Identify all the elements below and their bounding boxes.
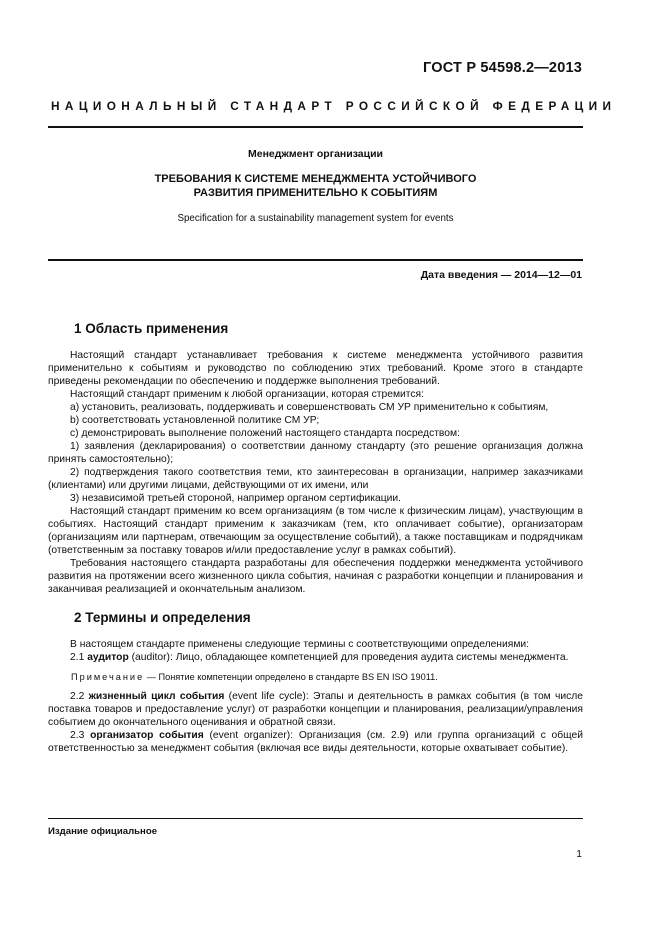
section-1-heading: 1 Область применения: [74, 321, 229, 336]
footer-divider: [48, 818, 583, 819]
middle-divider: [48, 259, 583, 261]
introduction-date: Дата введения — 2014—12—01: [420, 269, 582, 281]
section-1-list-item: a) установить, реализовать, поддерживать и совершенствовать СМ УР применительно к событиям,: [70, 402, 549, 413]
term-text: (event life cycle): Этапы и деятельность в рамках события (в том числе поставка товаров и предоставление услуг) от разработки концепции и планирования, реализации/управления событием до окончательного оценивания и обратной связи.: [48, 691, 584, 728]
section-1-sublist-item: 3) независимой третьей стороной, например органом сертификации.: [70, 493, 401, 504]
gost-code: ГОСТ Р 54598.2—2013: [423, 60, 582, 76]
top-divider: [48, 126, 583, 128]
note: [71, 671, 583, 684]
term-text: (event organizer): Организация (см. 2.9) или группа организаций с общей ответственностью за менеджмент события (включая все виды деятельности, которые охватывает событие).: [48, 730, 583, 754]
term-name: аудитор: [87, 652, 129, 663]
document-body: [48, 321, 584, 755]
section-1-paragraph: Настоящий стандарт применим ко всем организациям (в том числе к физическим лицам), участвующим в событиях. Настоящий стандарт применим к заказчикам (тем, кто оплачивает событие), организаторам (организациям или партнерам, отвечающим за осуществление событий), а также поставщикам и подрядчикам (ответственным за поставку товаров и/или предоставление услуг в рамках событий).: [48, 506, 583, 556]
section-1-paragraph: Требования настоящего стандарта разработаны для обеспечения поддержки менеджмента устойчивого развития на протяжении всего жизненного цикла события, начиная с разработки концепции и планирования и заканчивая реализацией и окончательным анализом.: [48, 558, 583, 595]
edition-label: Издание официальное: [48, 826, 158, 837]
title-line-1: ТРЕБОВАНИЯ К СИСТЕМЕ МЕНЕДЖМЕНТА УСТОЙЧИВОГО: [154, 173, 477, 185]
section-1-list-item: c) демонстрировать выполнение положений настоящего стандарта посредством:: [70, 428, 460, 439]
term-number: 2.1: [70, 652, 85, 663]
section-2-intro: В настоящем стандарте применены следующие термины с соответствующими определениями:: [70, 639, 530, 650]
term-name: организатор события: [90, 730, 204, 741]
document-title: [48, 172, 583, 200]
note-label: Примечание: [71, 672, 145, 682]
term-name: жизненный цикл события: [88, 691, 225, 702]
section-1-sublist-item: 1) заявления (декларирования) о соответствии данному стандарту (это решение организация должна принять самостоятельно);: [48, 441, 583, 465]
english-subtitle: Specification for a sustainability management system for events: [177, 213, 454, 224]
note-text: — Понятие компетенции определено в стандарте BS EN ISO 19011.: [144, 672, 438, 682]
section-1-paragraph: Настоящий стандарт устанавливает требования к системе менеджмента устойчивого развития применительно к событиям и руководство по соблюдению этих требований. Кроме этого в стандарте приведены рекомендации по обеспечению и поддержке выполнения требований.: [48, 350, 583, 387]
term-text: (auditor): Лицо, обладающее компетенцией для проведения аудита системы менеджмента.: [128, 652, 569, 663]
term-number: 2.3: [70, 730, 85, 741]
section-2-heading: 2 Термины и определения: [74, 610, 251, 625]
title-line-2: РАЗВИТИЯ ПРИМЕНИТЕЛЬНО К СОБЫТИЯМ: [193, 187, 438, 199]
document-category: Менеджмент организации: [247, 148, 383, 160]
term-number: 2.2: [70, 691, 85, 702]
term-definition: [48, 690, 583, 729]
term-definition: [48, 651, 583, 664]
section-1-list-item: b) соответствовать установленной политике СМ УР;: [70, 415, 320, 426]
national-standard-banner: НАЦИОНАЛЬНЫЙ СТАНДАРТ РОССИЙСКОЙ ФЕДЕРАЦИИ: [51, 99, 617, 113]
section-1-paragraph: Настоящий стандарт применим к любой организации, которая стремится:: [70, 389, 424, 400]
page-number: 1: [576, 849, 582, 860]
term-definition: [48, 729, 583, 755]
section-1-sublist-item: 2) подтверждения такого соответствия теми, кто заинтересован в организации, например заказчиками (клиентами) или другими лицами, действующими от их имени, или: [48, 467, 583, 491]
